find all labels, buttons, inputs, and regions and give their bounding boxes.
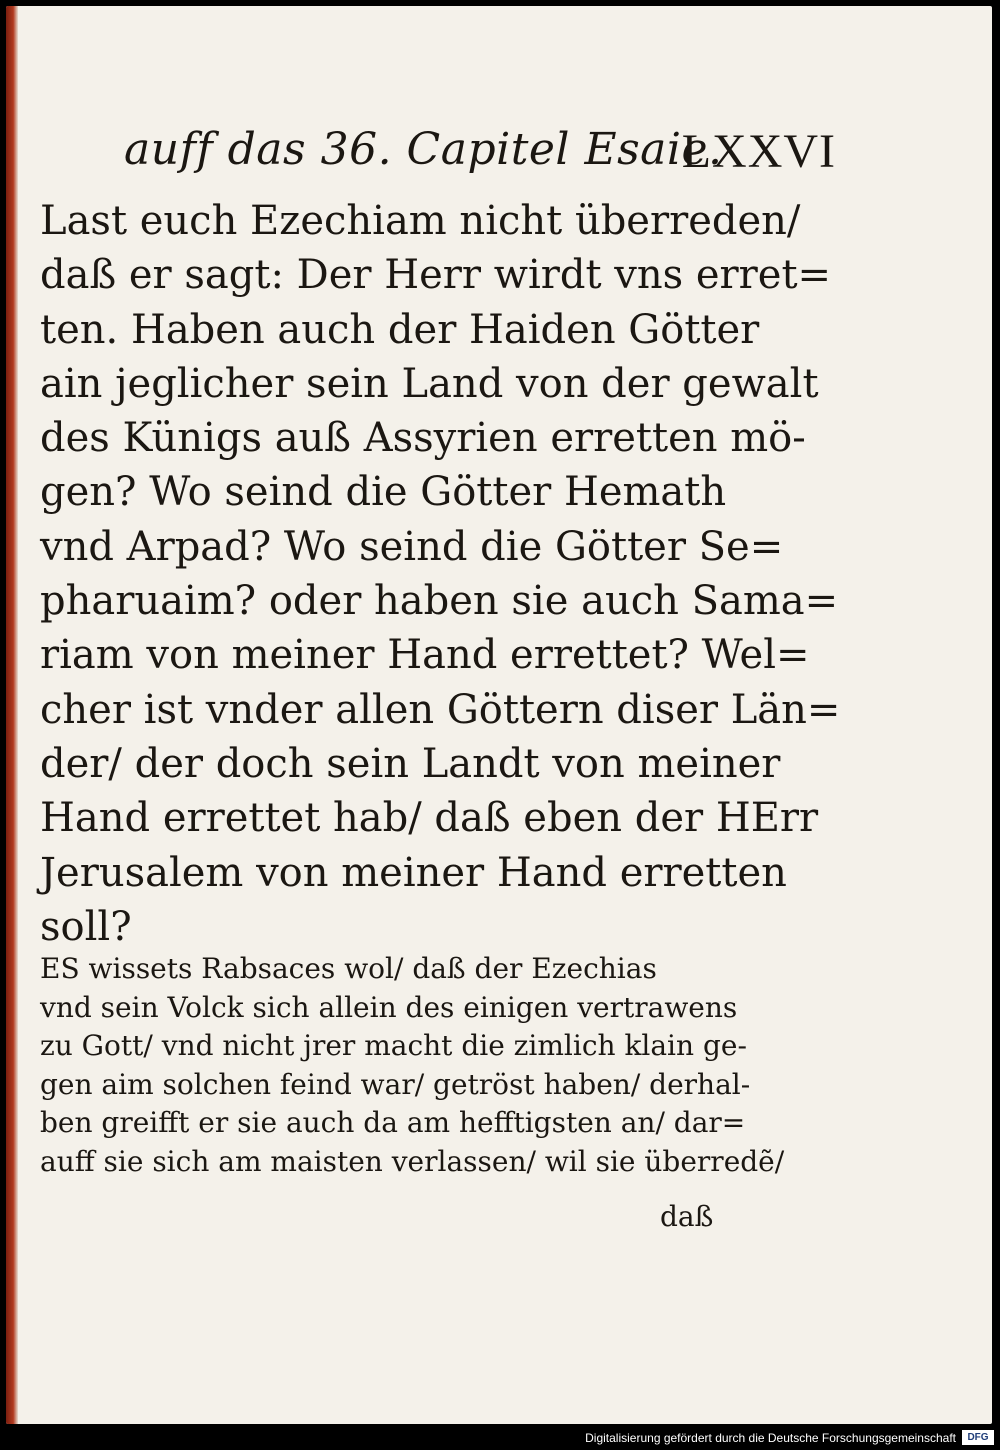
running-head: auff das 36. Capitel Esaie. xyxy=(124,124,723,175)
text-line: Jerusalem von meiner Hand erretten xyxy=(40,849,787,896)
funding-credit: Digitalisierung gefördert durch die Deutsche Forschungsgemeinschaft xyxy=(585,1431,956,1445)
page-binding-edge xyxy=(6,6,18,1424)
text-line: pharuaim? oder haben sie auch Sama= xyxy=(40,578,839,625)
text-line: soll? xyxy=(40,903,132,950)
commentary-text-block xyxy=(40,950,785,1181)
text-line: Hand errettet hab/ daß eben der HErr xyxy=(40,795,819,842)
text-line: vnd Arpad? Wo seind die Götter Se= xyxy=(40,523,784,570)
text-line: cher ist vnder allen Göttern diser Län= xyxy=(40,686,841,733)
dfg-logo-icon: DFG xyxy=(962,1430,994,1445)
text-line: daß er sagt: Der Herr wirdt vns erret= xyxy=(40,252,832,299)
commentary-line: ben greifft er sie auch da am hefftigsten an/ dar= xyxy=(40,1106,746,1139)
text-line: gen? Wo seind die Götter Hemath xyxy=(40,469,727,516)
text-line: riam von meiner Hand errettet? Wel= xyxy=(40,632,810,679)
commentary-line: auff sie sich am maisten verlassen/ wil sie überredẽ/ xyxy=(40,1144,785,1178)
text-line: Last euch Ezechiam nicht überreden/ xyxy=(40,198,801,244)
text-line: des Künigs auß Assyrien erretten mö- xyxy=(40,415,806,462)
commentary-line: vnd sein Volck sich allein des einigen vertrawens xyxy=(40,990,738,1024)
commentary-line: ES wissets Rabsaces wol/ daß der Ezechias xyxy=(40,952,657,985)
main-text-block xyxy=(40,194,841,954)
commentary-line: zu Gott/ vnd nicht jrer macht die zimlich klain ge- xyxy=(40,1029,747,1062)
folio-number: LXXVI xyxy=(681,125,836,178)
text-line: ten. Haben auch der Haiden Götter xyxy=(40,306,760,353)
commentary-line: gen aim solchen feind war/ getröst haben/ derhal- xyxy=(40,1067,751,1101)
book-page xyxy=(6,6,992,1424)
page-header xyxy=(124,124,836,194)
text-line: ain jeglicher sein Land von der gewalt xyxy=(40,360,819,407)
digitization-footer xyxy=(0,1426,1000,1450)
catchword: daß xyxy=(660,1200,714,1233)
text-line: der/ der doch sein Landt von meiner xyxy=(40,740,781,787)
